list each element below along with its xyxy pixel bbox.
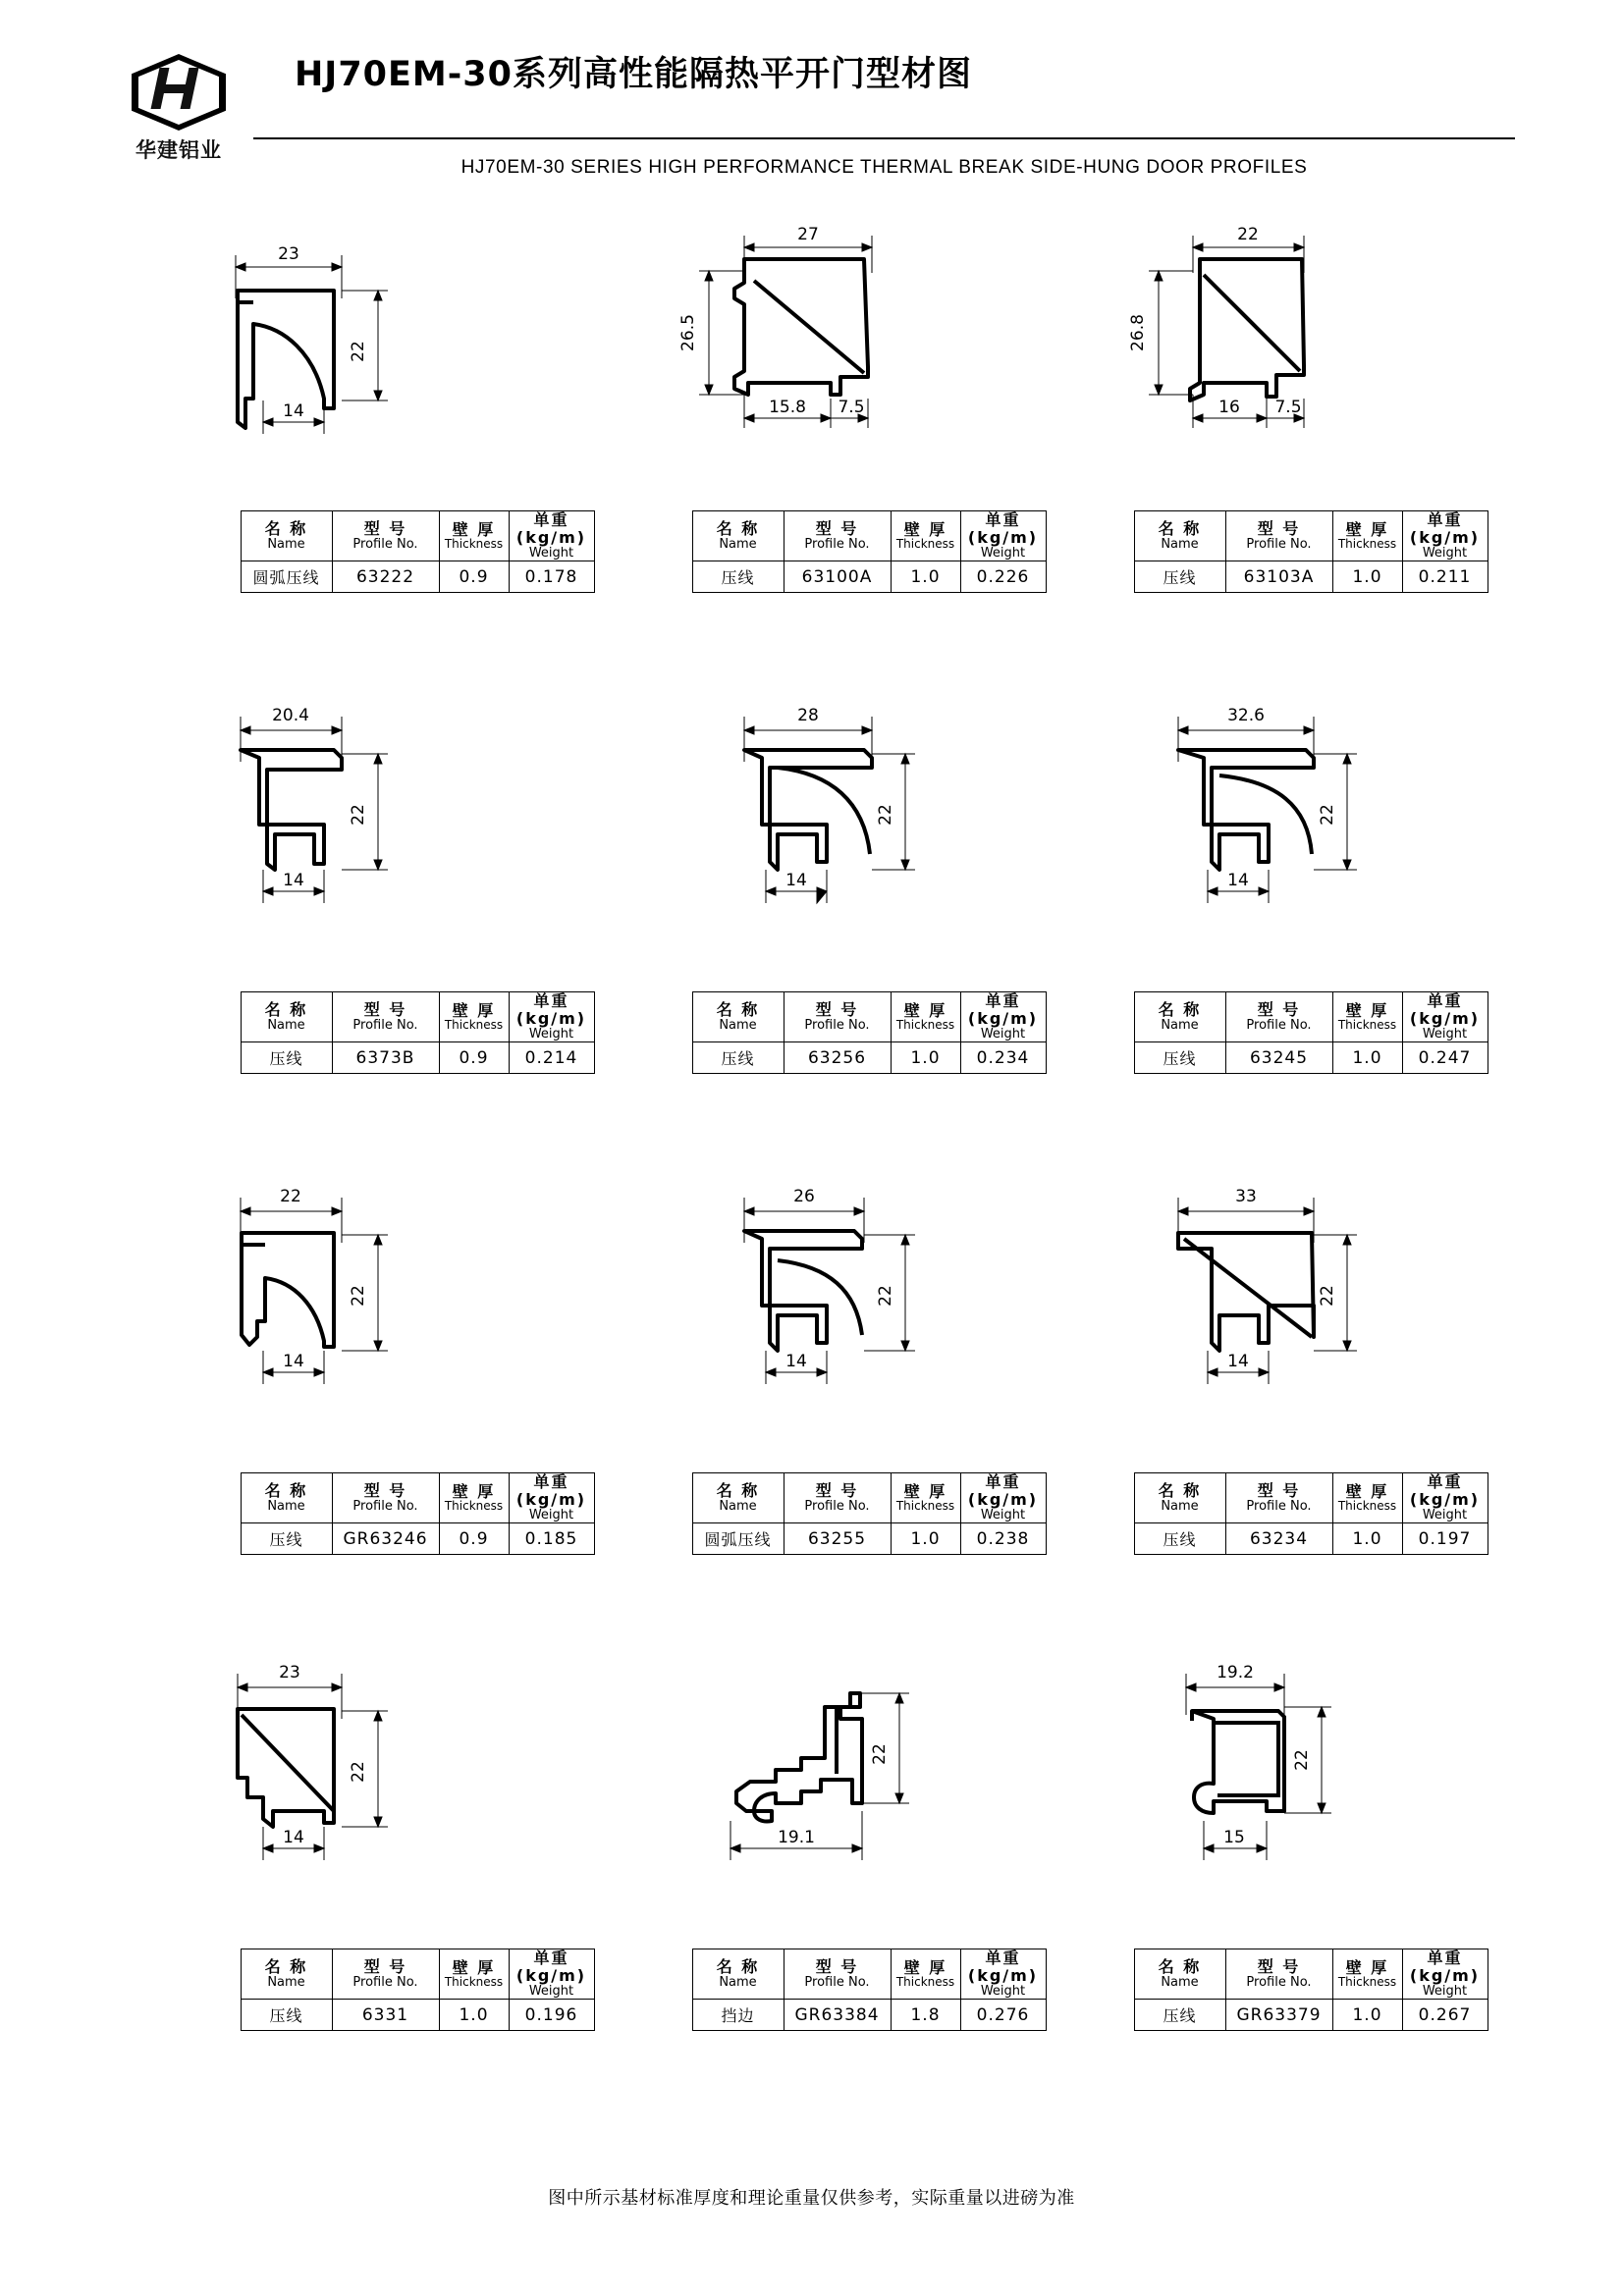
cell-name: 压线 (1134, 2000, 1225, 2031)
profile-drawing-1 (628, 226, 1109, 510)
profile-card-8 (1070, 1188, 1551, 1555)
table-row (241, 2000, 594, 2031)
cell-profile-no: GR63379 (1225, 2000, 1332, 2031)
cell-name: 圆弧压线 (692, 1523, 784, 1555)
cell-profile-no: 63222 (332, 561, 439, 593)
cell-thickness: 1.0 (1332, 2000, 1402, 2031)
profile-drawing-0 (177, 226, 658, 510)
page-footer-note: 图中所示基材标准厚度和理论重量仅供参考，实际重量以进磅为准 (548, 2188, 1075, 2209)
cell-weight: 0.238 (960, 1523, 1046, 1555)
dim-left-2: 26.8 (1128, 314, 1148, 351)
dim-top-7: 26 (793, 1188, 815, 1206)
cell-profile-no: 6373B (332, 1042, 439, 1074)
dim-right-6: 22 (349, 1285, 368, 1307)
dim-top-8: 33 (1235, 1188, 1257, 1206)
logo-hexagon-icon (132, 54, 226, 131)
th-name-en: Name (267, 536, 305, 552)
profile-card-2 (1070, 226, 1551, 593)
dim-top-1: 27 (797, 226, 819, 244)
profile-drawing-7 (628, 1188, 1109, 1472)
cell-weight: 0.267 (1402, 2000, 1488, 2031)
table-row (241, 1042, 594, 1074)
cell-weight: 0.234 (960, 1042, 1046, 1074)
profile-card-7 (628, 1188, 1109, 1555)
cell-profile-no: GR63384 (784, 2000, 891, 2031)
cell-profile-no: 6331 (332, 2000, 439, 2031)
table-row (241, 561, 594, 593)
table-row (1134, 1042, 1488, 1074)
dim-bottom-10: 19.1 (778, 1828, 815, 1847)
cell-weight: 0.197 (1402, 1523, 1488, 1555)
profile-drawing-8 (1070, 1188, 1551, 1472)
spec-table-11: 名 称 Name 型 号 Profile No. 壁 厚 Thickness 单重(kg/m) Weight 压线 GR63379 1.0 0.267 (1134, 1949, 1488, 2031)
profile-card-6 (177, 1188, 658, 1555)
cell-weight: 0.276 (960, 2000, 1046, 2031)
logo-company-name: 华建铝业 (135, 138, 222, 162)
th-thickness-en: Thickness (444, 537, 504, 552)
table-row (241, 1523, 594, 1555)
profile-drawing-6 (177, 1188, 658, 1472)
dim-bottom-left-1: 15.8 (769, 398, 806, 417)
cell-name: 压线 (692, 561, 784, 593)
table-row (692, 1042, 1046, 1074)
spec-table-7: 名 称 Name 型 号 Profile No. 壁 厚 Thickness 单重(kg/m) Weight 圆弧压线 63255 1.0 0.238 (692, 1472, 1047, 1555)
cell-profile-no: 63245 (1225, 1042, 1332, 1074)
dim-right-0: 22 (349, 341, 368, 362)
cell-profile-no: 63234 (1225, 1523, 1332, 1555)
dim-left-1: 26.5 (678, 314, 698, 351)
spec-table-8: 名 称 Name 型 号 Profile No. 壁 厚 Thickness 单重(kg/m) Weight 压线 63234 1.0 0.197 (1134, 1472, 1488, 1555)
dim-bottom-right-1: 7.5 (838, 398, 865, 417)
cell-profile-no: 63255 (784, 1523, 891, 1555)
spec-table-1: 名 称 Name 型 号 Profile No. 壁 厚 Thickness 单重(kg/m) Weight 压线 63100A 1.0 0.226 (692, 510, 1047, 593)
cell-thickness: 1.0 (891, 1042, 960, 1074)
spec-table-10: 名 称 Name 型 号 Profile No. 壁 厚 Thickness 单重(kg/m) Weight 挡边 GR63384 1.8 0.276 (692, 1949, 1047, 2031)
profile-card-5 (1070, 707, 1551, 1074)
cell-thickness: 0.9 (439, 1523, 509, 1555)
header-divider (253, 137, 1515, 139)
dim-bottom-4: 14 (785, 871, 807, 890)
cell-name: 压线 (1134, 561, 1225, 593)
cell-profile-no: GR63246 (332, 1523, 439, 1555)
dim-top-4: 28 (797, 707, 819, 725)
profile-drawing-4 (628, 707, 1109, 991)
dim-top-0: 23 (278, 244, 299, 264)
cell-name: 压线 (241, 1523, 332, 1555)
dim-bottom-3: 14 (283, 871, 304, 890)
dim-top-11: 19.2 (1217, 1664, 1254, 1682)
profile-drawing-9 (177, 1664, 658, 1949)
spec-table-5: 名 称 Name 型 号 Profile No. 壁 厚 Thickness 单重(kg/m) Weight 压线 63245 1.0 0.247 (1134, 991, 1488, 1074)
dim-top-5: 32.6 (1227, 707, 1265, 725)
profile-card-9 (177, 1664, 658, 2031)
spec-table-3: 名 称 Name 型 号 Profile No. 壁 厚 Thickness 单重(kg/m) Weight 压线 6373B 0.9 0.214 (241, 991, 595, 1074)
dim-bottom-left-2: 16 (1218, 398, 1240, 417)
spec-table-2: 名 称 Name 型 号 Profile No. 壁 厚 Thickness 单重(kg/m) Weight 压线 63103A 1.0 0.211 (1134, 510, 1488, 593)
company-logo (110, 54, 247, 167)
cell-thickness: 1.0 (1332, 1523, 1402, 1555)
dim-top-9: 23 (279, 1664, 300, 1682)
page-header (0, 0, 1623, 201)
profile-card-10 (628, 1664, 1109, 2031)
th-thickness-cn: 壁 厚 (452, 519, 496, 539)
profile-drawing-3 (177, 707, 658, 991)
cell-profile-no: 63103A (1225, 561, 1332, 593)
profile-drawing-5 (1070, 707, 1551, 991)
dim-right-4: 22 (876, 804, 895, 826)
cell-weight: 0.178 (509, 561, 594, 593)
cell-thickness: 1.8 (891, 2000, 960, 2031)
cell-weight: 0.211 (1402, 561, 1488, 593)
cell-thickness: 1.0 (1332, 561, 1402, 593)
table-row (1134, 1523, 1488, 1555)
dim-right-7: 22 (876, 1285, 895, 1307)
profile-card-11 (1070, 1664, 1551, 2031)
th-weight-en: Weight (528, 545, 574, 561)
spec-table-4: 名 称 Name 型 号 Profile No. 壁 厚 Thickness 单重(kg/m) Weight 压线 63256 1.0 0.234 (692, 991, 1047, 1074)
cell-name: 挡边 (692, 2000, 784, 2031)
cell-thickness: 1.0 (891, 1523, 960, 1555)
cell-thickness: 1.0 (439, 2000, 509, 2031)
cell-weight: 0.214 (509, 1042, 594, 1074)
cell-thickness: 0.9 (439, 561, 509, 593)
cell-name: 压线 (1134, 1523, 1225, 1555)
profile-drawing-10 (628, 1664, 1109, 1949)
page-title-en: HJ70EM-30 SERIES HIGH PERFORMANCE THERMAL BREAK SIDE-HUNG DOOR PROFILES (460, 157, 1308, 178)
dim-right-9: 22 (349, 1761, 368, 1783)
dim-bottom-7: 14 (785, 1352, 807, 1371)
dim-bottom-5: 14 (1227, 871, 1249, 890)
dim-top-6: 22 (280, 1188, 301, 1206)
cell-name: 压线 (1134, 1042, 1225, 1074)
dim-right-3: 22 (349, 804, 368, 826)
spec-table-6: 名 称 Name 型 号 Profile No. 壁 厚 Thickness 单重(kg/m) Weight 压线 GR63246 0.9 0.185 (241, 1472, 595, 1555)
table-row (1134, 2000, 1488, 2031)
dim-bottom-right-2: 7.5 (1274, 398, 1302, 417)
profile-drawing-11 (1070, 1664, 1551, 1949)
cell-weight: 0.185 (509, 1523, 594, 1555)
table-row (1134, 561, 1488, 593)
dim-right-5: 22 (1318, 804, 1337, 826)
cell-name: 压线 (241, 1042, 332, 1074)
dim-top-3: 20.4 (272, 707, 309, 725)
cell-name: 压线 (692, 1042, 784, 1074)
dim-bottom-6: 14 (283, 1352, 304, 1371)
cell-weight: 0.247 (1402, 1042, 1488, 1074)
dim-bottom-8: 14 (1227, 1352, 1249, 1371)
profile-card-1 (628, 226, 1109, 593)
table-row (692, 1523, 1046, 1555)
profile-card-4 (628, 707, 1109, 1074)
page-title-cn: HJ70EM-30系列高性能隔热平开门型材图 (295, 55, 972, 94)
th-profile-cn: 型 号 (363, 518, 407, 538)
profile-card-0 (177, 226, 658, 593)
dim-right-10: 22 (870, 1743, 890, 1765)
table-row (692, 2000, 1046, 2031)
table-row (692, 561, 1046, 593)
cell-weight: 0.226 (960, 561, 1046, 593)
dim-bottom-11: 15 (1223, 1828, 1245, 1847)
dim-bottom-0: 14 (283, 401, 304, 421)
dim-bottom-9: 14 (283, 1828, 304, 1847)
th-profile-en: Profile No. (352, 536, 418, 552)
profile-drawing-2 (1070, 226, 1551, 510)
cell-thickness: 0.9 (439, 1042, 509, 1074)
cell-weight: 0.196 (509, 2000, 594, 2031)
th-weight-cn: 单重(kg/m) (515, 510, 587, 547)
th-name-cn: 名 称 (264, 518, 308, 538)
spec-table-9: 名 称 Name 型 号 Profile No. 壁 厚 Thickness 单重(kg/m) Weight 压线 6331 1.0 0.196 (241, 1949, 595, 2031)
cell-profile-no: 63100A (784, 561, 891, 593)
cell-name: 压线 (241, 2000, 332, 2031)
cell-thickness: 1.0 (1332, 1042, 1402, 1074)
profile-card-3 (177, 707, 658, 1074)
cell-name: 圆弧压线 (241, 561, 332, 593)
dim-right-11: 22 (1292, 1749, 1312, 1771)
dim-top-2: 22 (1237, 226, 1259, 244)
cell-profile-no: 63256 (784, 1042, 891, 1074)
cell-thickness: 1.0 (891, 561, 960, 593)
dim-right-8: 22 (1318, 1285, 1337, 1307)
spec-table-0 (241, 510, 595, 593)
